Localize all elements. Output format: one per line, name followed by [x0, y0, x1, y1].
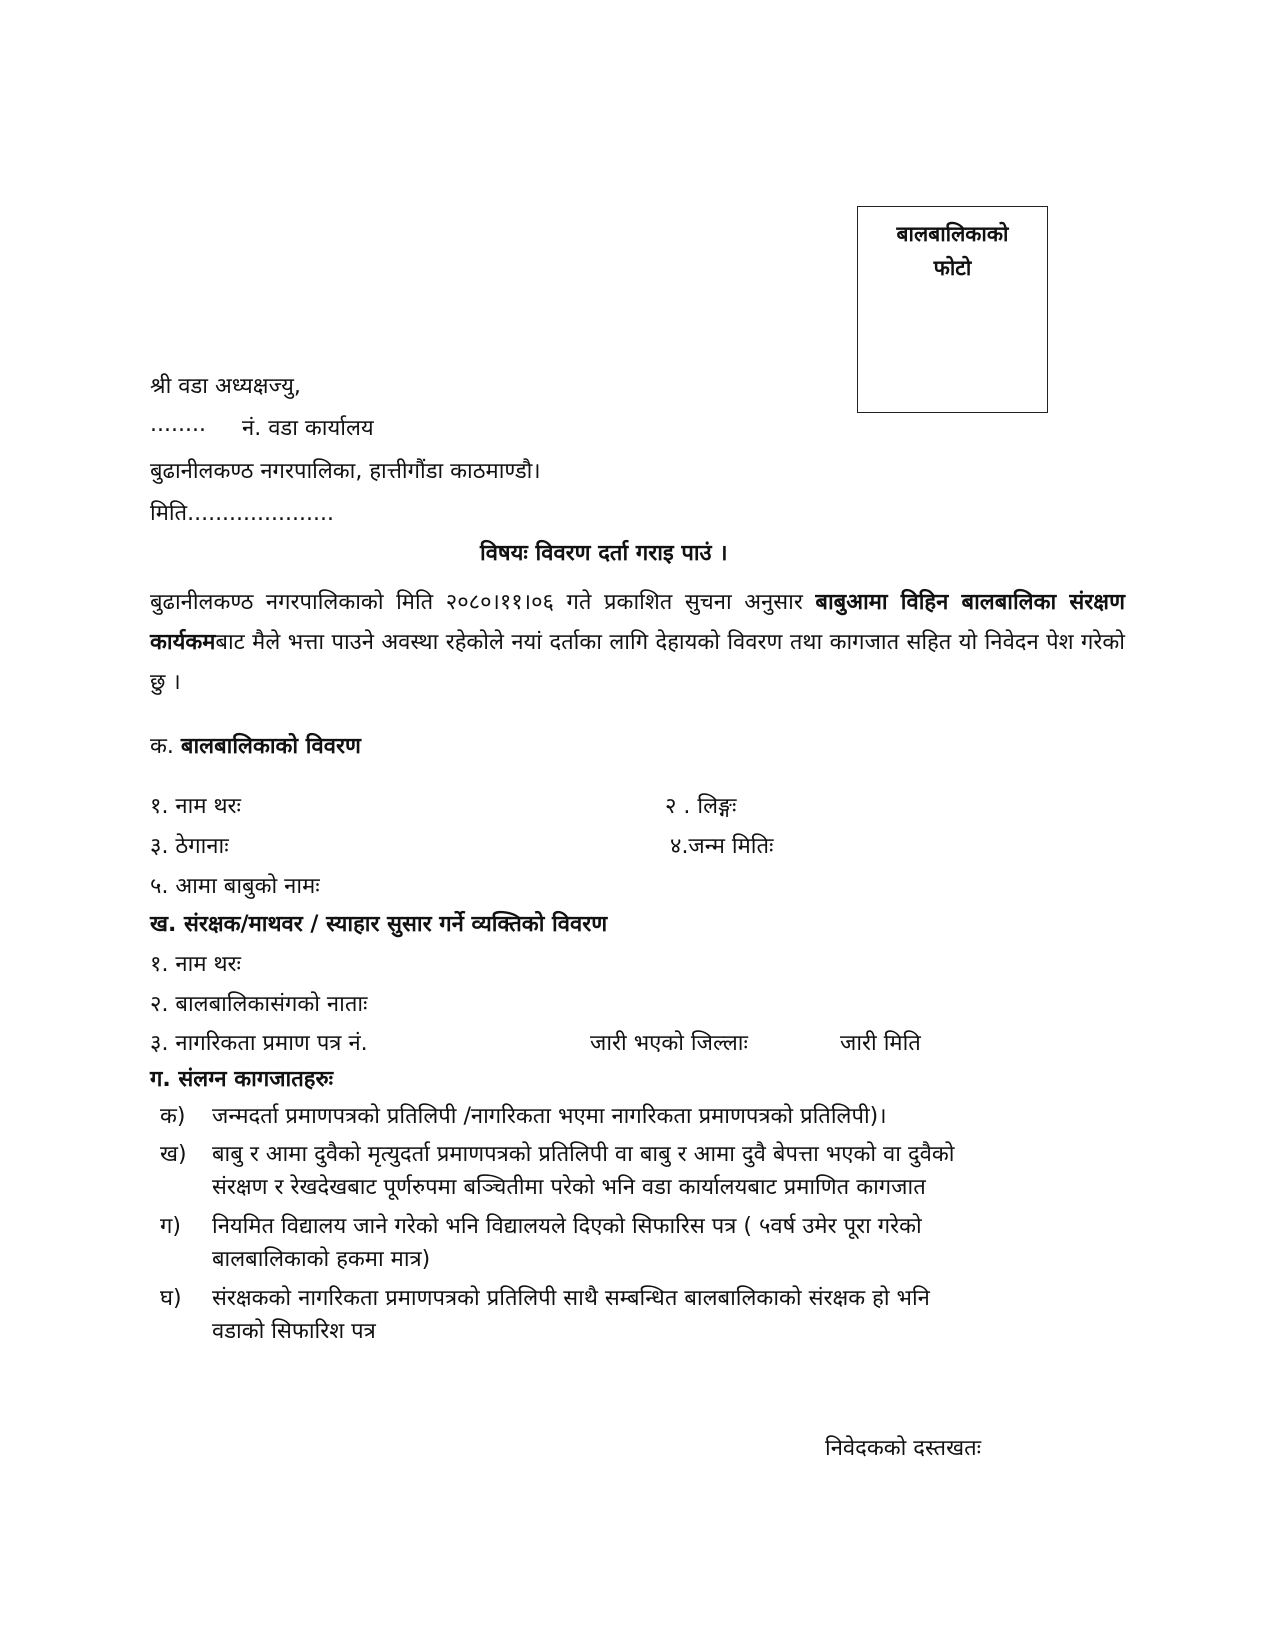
parents-name-label: ५. आमा बाबुको नामः: [150, 874, 320, 899]
attachment-text-line2: वडाको सिफारिश पत्र: [212, 1319, 376, 1344]
ward-number-blank: ........: [150, 412, 206, 437]
attachment-text-line2: बालबालिकाको हकमा मात्र): [212, 1247, 431, 1272]
attachment-marker: ख): [160, 1142, 187, 1167]
attachment-item: [160, 1210, 1140, 1276]
photo-box-line2: फोटो: [933, 256, 972, 280]
ward-office: नं. वडा कार्यालय: [242, 416, 374, 441]
attachment-item: [160, 1282, 1140, 1348]
intro-part2: बाट मैले भत्ता पाउने अवस्था रहेकोले नयां दर्ताका लागि देहायको विवरण तथा कागजात सहित यो निवेदन पेश गरेको छु ।: [150, 630, 1125, 695]
section-ga-title: ग. संलग्न कागजातहरुः: [150, 1067, 334, 1092]
issue-date-label: जारी मिति: [840, 1031, 921, 1056]
attachment-text: [212, 1138, 1140, 1204]
applicant-signature-label: निवेदकको दस्तखतः: [825, 1436, 982, 1461]
attachment-marker: ग): [160, 1214, 181, 1239]
section-ka-prefix: क.: [150, 734, 174, 759]
attachment-text-line1: संरक्षकको नागरिकता प्रमाणपत्रको प्रतिलिपी साथै सम्बन्धित बालबालिकाको संरक्षक हो भनि: [212, 1286, 930, 1311]
intro-bold-program: बाबुआमा विहिन बालबालिका संरक्षण कार्यकम: [150, 590, 1125, 655]
child-dob-label: ४.जन्म मितिः: [670, 834, 774, 859]
attachment-text: [212, 1210, 1140, 1276]
attachment-text-line1: बाबु र आमा दुवैको मृत्युदर्ता प्रमाणपत्रको प्रतिलिपी वा बाबु र आमा दुवै बेपत्ता भएको वा दुवैको: [212, 1142, 955, 1167]
addressee: श्री वडा अध्यक्षज्यु,: [150, 374, 301, 399]
attachment-text-line1: नियमित विद्यालय जाने गरेको भनि विद्यालयले दिएको सिफारिस पत्र ( ५वर्ष उमेर पूरा गरेको: [212, 1214, 922, 1239]
attachment-item: [160, 1100, 1140, 1133]
guardian-relation-label: २. बालबालिकासंगको नाताः: [150, 992, 368, 1017]
citizenship-number-label: ३. नागरिकता प्रमाण पत्र नं.: [150, 1031, 368, 1056]
subject-line: विषयः विवरण दर्ता गराइ पाउं ।: [480, 541, 728, 566]
date-field: मिति.....................: [150, 501, 334, 526]
photo-box-line1: बालबालिकाको: [896, 222, 1009, 246]
attachment-text: [212, 1282, 1140, 1348]
intro-paragraph: [150, 583, 1125, 703]
guardian-name-label: १. नाम थरः: [150, 952, 241, 977]
municipality-address: बुढानीलकण्ठ नगरपालिका, हात्तीगौंडा काठमाण्डौ।: [150, 459, 541, 484]
child-address-label: ३. ठेगानाः: [150, 834, 229, 859]
section-ka-heading: [150, 730, 361, 760]
attachment-item: [160, 1138, 1140, 1204]
attachment-text-line2: संरक्षण र रेखदेखबाट पूर्णरुपमा बञ्चितीमा परेको भनि वडा कार्यालयबाट प्रमाणित कागजात: [212, 1175, 926, 1200]
issue-district-label: जारी भएको जिल्लाः: [590, 1031, 748, 1056]
child-gender-label: २ . लिङ्गः: [665, 794, 737, 819]
intro-part1: बुढानीलकण्ठ नगरपालिकाको मिति २०८०।११।०६ गते प्रकाशित सुचना अनुसार: [150, 590, 816, 615]
attachment-marker: क): [160, 1104, 186, 1129]
section-ka-title: बालबालिकाको विवरण: [180, 734, 361, 759]
attachment-text: जन्मदर्ता प्रमाणपत्रको प्रतिलिपी /नागरिकता भएमा नागरिकता प्रमाणपत्रको प्रतिलिपी)।: [212, 1104, 887, 1129]
attachment-marker: घ): [160, 1286, 182, 1311]
photo-placeholder-box: [857, 206, 1048, 413]
child-name-label: १. नाम थरः: [150, 794, 241, 819]
section-kha-title: ख. संरक्षक/माथवर / स्याहार सुसार गर्ने व्यक्तिको विवरण: [150, 912, 608, 937]
